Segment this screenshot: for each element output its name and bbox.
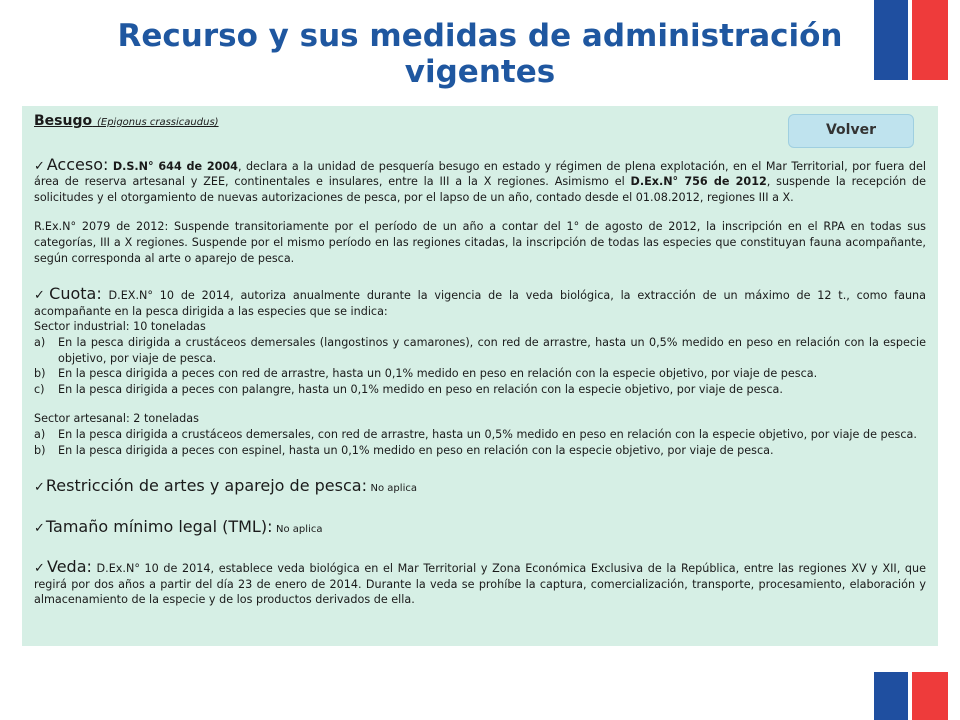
list-item	[34, 335, 926, 366]
list-letter: a)	[34, 427, 46, 441]
acceso-ref1: D.S.N° 644 de 2004	[112, 159, 238, 173]
species-name: Besugo	[34, 113, 93, 129]
page-title: Recurso y sus medidas de administración vigentes	[117, 18, 843, 90]
check-icon: ✓	[34, 288, 49, 304]
list-item	[34, 443, 926, 459]
restriccion-heading: Restricción de artes y aparejo de pesca:	[45, 476, 367, 496]
cuota-artesanal-title: Sector artesanal: 2 toneladas	[34, 412, 199, 426]
tml-heading: Tamaño mínimo legal (TML):	[45, 516, 273, 536]
species-scientific-name: (Epigonus crassicaudus)	[96, 117, 219, 128]
flag-red-stripe	[912, 0, 948, 80]
list-item	[34, 382, 926, 398]
acceso-text2: , suspende la recepción de solicitudes y el otorgamiento de nuevas autorizaciones de pesca, por el lapso de un año, contado desde el 01.08.2012, regiones III a X.	[34, 175, 927, 204]
restriccion-value: No aplica	[370, 483, 417, 495]
flag-decoration-bottom	[874, 672, 948, 720]
list-text: En la pesca dirigida a peces con red de arrastre, hasta un 0,1% medido en peso en relación con la especie objetivo, por viaje de pesca.	[58, 367, 818, 381]
flag-blue-stripe	[874, 672, 908, 720]
list-item	[34, 366, 926, 382]
section-veda	[34, 559, 926, 608]
list-text: En la pesca dirigida a crustáceos demersales (langostinos y camarones), con red de arrastre, hasta un 0,5% medido en peso en relación con la especie objetivo, por viaje de pesca.	[58, 335, 926, 365]
list-text: En la pesca dirigida a peces con espinel, hasta un 0,1% medido en peso en relación con la especie objetivo, por viaje de pesca.	[58, 443, 774, 457]
veda-text: D.Ex.N° 10 de 2014, establece veda biológica en el Mar Territorial y Zona Económica Exclusiva de la República, entre las regiones XV y XII, que regirá por dos años a partir del día 23 de enero de 2014. Durante la veda se prohíbe la captura, comercialización, transporte, procesamiento, elaboración y almacenamiento de la especie y de los productos derivados de ella.	[34, 562, 926, 607]
list-letter: b)	[34, 443, 46, 457]
list-item	[34, 427, 926, 443]
list-letter: a)	[34, 335, 46, 349]
tml-value: No aplica	[276, 523, 323, 535]
section-cuota	[34, 286, 926, 458]
cuota-industrial-list	[34, 335, 926, 397]
acceso-ref2: D.Ex.N° 756 de 2012	[630, 175, 767, 189]
volver-button[interactable]: Volver	[788, 114, 914, 148]
check-icon: ✓	[34, 480, 45, 496]
flag-red-stripe	[912, 672, 948, 720]
list-letter: b)	[34, 367, 46, 381]
section-acceso	[34, 154, 927, 267]
acceso-paragraph-2: R.Ex.N° 2079 de 2012: Suspende transitoriamente por el período de un año a contar del 1° de agosto de 2012, la inscripción en el RPA en todas sus categorías, III a X regiones. Suspende por el mismo período en las regiones citadas, la inscripción de todas las especies que constituyan fauna acompañante, según corresponda al arte o aparejo de pesca.	[34, 220, 926, 265]
check-icon: ✓	[34, 520, 45, 536]
cuota-artesanal-list	[34, 427, 926, 458]
cuota-intro: D.EX.N° 10 de 2014, autoriza anualmente durante la vigencia de la veda biológica, la extracción de un máximo de 12 t., como fauna acompañante en la pesca dirigida a las especies que se indica:	[34, 289, 926, 318]
list-text: En la pesca dirigida a crustáceos demersales, con red de arrastre, hasta un 0,5% medido en peso en relación con la especie objetivo, por viaje de pesca.	[58, 427, 917, 441]
cuota-industrial-title: Sector industrial: 10 toneladas	[34, 320, 206, 334]
cuota-heading: Cuota:	[49, 284, 102, 304]
veda-heading: Veda:	[46, 557, 92, 577]
list-letter: c)	[34, 382, 45, 396]
acceso-text1: , declara a la unidad de pesquería besugo en estado y régimen de plena explotación, en el Mar Territorial, por fuera del área de reserva artesanal y ZEE, continentales e insulares, entre la III a la X regiones. Asimismo el	[34, 159, 926, 189]
section-restriccion	[34, 478, 926, 497]
check-icon: ✓	[34, 158, 46, 174]
section-tml	[34, 516, 926, 538]
check-icon: ✓	[34, 561, 46, 577]
acceso-heading: Acceso:	[46, 154, 109, 174]
content-panel	[22, 106, 938, 646]
list-text: En la pesca dirigida a peces con palangre, hasta un 0,1% medido en peso en relación con la especie objetivo, por viaje de pesca.	[58, 382, 783, 396]
